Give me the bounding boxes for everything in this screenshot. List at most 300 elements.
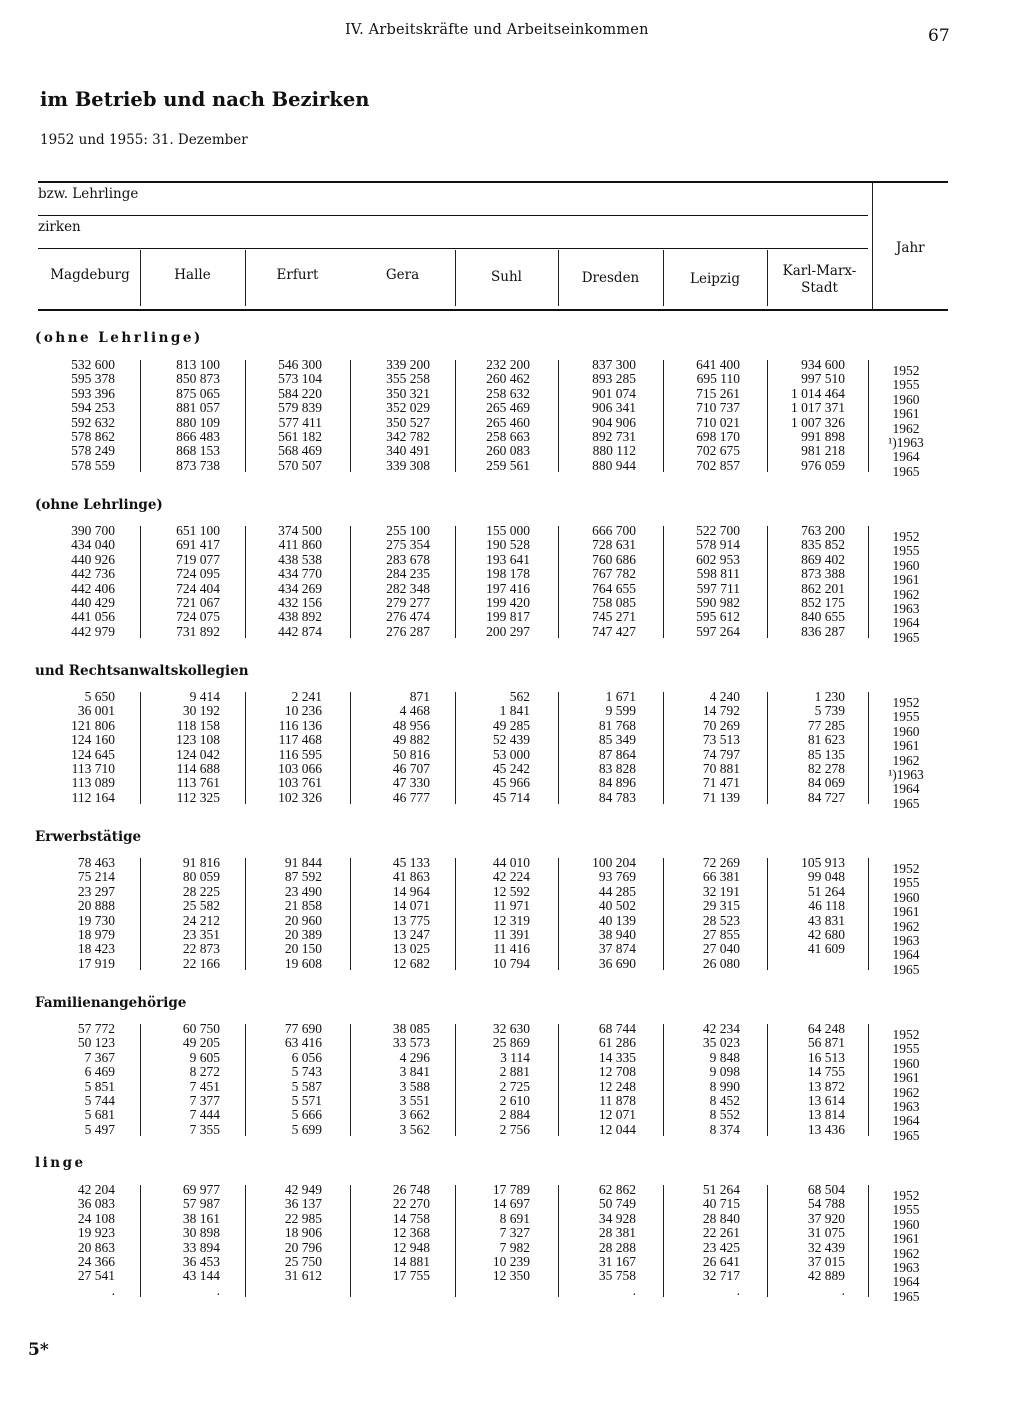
colhead-gera: Gera xyxy=(385,267,420,283)
data-column xyxy=(745,1022,845,1137)
table-cell: 5 587 xyxy=(291,1078,322,1094)
table-cell: 42 680 xyxy=(807,926,845,942)
column-separator xyxy=(140,692,141,804)
table-cell: 64 248 xyxy=(807,1021,845,1036)
data-column xyxy=(640,358,740,473)
table-cell: 598 811 xyxy=(696,566,740,582)
table-cell: 72 269 xyxy=(702,855,740,870)
column-separator xyxy=(558,1024,559,1136)
table-cell: 199 817 xyxy=(486,609,530,625)
table-cell: 767 782 xyxy=(592,566,636,582)
table-cell: 47 330 xyxy=(392,775,430,791)
column-separator xyxy=(868,360,869,472)
year-cell: 1964 xyxy=(892,781,920,797)
data-column xyxy=(120,1183,220,1298)
year-cell: 1960 xyxy=(892,1055,920,1071)
table-cell: 904 906 xyxy=(592,414,636,430)
column-separator xyxy=(140,526,141,638)
column-separator xyxy=(350,858,351,970)
table-cell: 11 971 xyxy=(493,898,530,914)
table-cell: 339 200 xyxy=(386,357,430,372)
header-bottom-rule xyxy=(38,309,948,311)
table-cell: 41 609 xyxy=(807,941,845,957)
table-cell: 18 979 xyxy=(77,926,115,942)
table-cell: 20 796 xyxy=(284,1239,322,1255)
table-cell: 68 744 xyxy=(598,1021,636,1036)
table-cell: 997 510 xyxy=(801,371,845,387)
column-separator xyxy=(663,1024,664,1136)
table-cell: 31 167 xyxy=(598,1253,636,1269)
table-cell: 46 777 xyxy=(392,789,430,805)
table-cell: 23 351 xyxy=(182,926,220,942)
table-cell: 11 878 xyxy=(599,1092,636,1108)
table-cell: 258 632 xyxy=(486,385,530,401)
table-cell: 10 236 xyxy=(284,703,322,719)
section-label: (ohne Lehrlinge) xyxy=(35,497,163,513)
year-cell: 1963 xyxy=(892,600,920,616)
table-cell: 282 348 xyxy=(386,580,430,596)
table-cell: 731 892 xyxy=(176,623,220,639)
table-cell: 13 614 xyxy=(807,1092,845,1108)
table-cell: 32 630 xyxy=(492,1021,530,1036)
table-cell: 24 212 xyxy=(182,912,220,928)
column-separator xyxy=(245,360,246,472)
table-cell: 37 015 xyxy=(807,1253,845,1269)
data-column xyxy=(745,1183,845,1298)
table-cell: 27 855 xyxy=(702,926,740,942)
year-column xyxy=(880,696,932,811)
data-column xyxy=(120,690,220,805)
table-cell: 193 641 xyxy=(486,551,530,567)
table-cell: 30 192 xyxy=(182,703,220,719)
table-cell: 28 225 xyxy=(182,883,220,899)
table-cell: 10 794 xyxy=(492,955,530,971)
section-label: Erwerbstätige xyxy=(35,829,142,845)
table-cell: 440 429 xyxy=(71,594,115,610)
table-cell: 124 160 xyxy=(71,732,115,748)
colhead-dresden: Dresden xyxy=(581,270,640,286)
table-cell: 5 744 xyxy=(84,1092,115,1108)
table-cell: . xyxy=(632,1282,636,1298)
column-separator xyxy=(767,858,768,970)
table-cell: 43 831 xyxy=(807,912,845,928)
colhead-magdeburg: Magdeburg xyxy=(50,267,130,283)
table-cell: 56 871 xyxy=(807,1035,845,1051)
table-cell: 7 444 xyxy=(189,1107,220,1123)
table-cell: 862 201 xyxy=(801,580,845,596)
table-cell: 71 471 xyxy=(702,775,740,791)
table-cell: 38 085 xyxy=(392,1021,430,1036)
data-column xyxy=(330,524,430,639)
table-cell: 155 000 xyxy=(486,523,530,538)
column-separator xyxy=(868,858,869,970)
table-cell: 595 378 xyxy=(71,371,115,387)
table-cell: 45 714 xyxy=(492,789,530,805)
table-cell: 60 750 xyxy=(182,1021,220,1036)
table-cell: 12 071 xyxy=(598,1107,636,1123)
table-cell: 84 783 xyxy=(598,789,636,805)
table-cell: 702 675 xyxy=(696,443,740,459)
data-column xyxy=(430,1183,530,1298)
table-cell: 20 888 xyxy=(77,898,115,914)
table-cell: 113 710 xyxy=(71,760,115,776)
table-cell: 100 204 xyxy=(592,855,636,870)
data-column xyxy=(120,524,220,639)
table-cell: 91 844 xyxy=(284,855,322,870)
table-cell: 255 100 xyxy=(386,523,430,538)
column-separator xyxy=(140,360,141,472)
table-cell: 350 527 xyxy=(386,414,430,430)
year-cell: 1961 xyxy=(892,738,920,754)
column-separator xyxy=(663,692,664,804)
table-cell: 22 873 xyxy=(182,941,220,957)
section-label: linge xyxy=(35,1155,86,1171)
table-cell: 121 806 xyxy=(71,717,115,733)
table-cell: 594 253 xyxy=(71,400,115,416)
table-cell: 103 761 xyxy=(278,775,322,791)
table-cell: . xyxy=(736,1282,740,1298)
table-cell: 279 277 xyxy=(386,594,430,610)
colhead-halle: Halle xyxy=(174,267,211,283)
year-cell: 1961 xyxy=(892,1231,920,1247)
table-cell: 44 285 xyxy=(598,883,636,899)
table-cell: 593 396 xyxy=(71,385,115,401)
table-cell: 74 797 xyxy=(702,746,740,762)
table-cell: 8 990 xyxy=(709,1078,740,1094)
table-cell: 50 749 xyxy=(598,1196,636,1212)
data-column xyxy=(536,856,636,971)
table-cell: 112 164 xyxy=(71,789,115,805)
colhead-sep xyxy=(663,250,664,306)
table-cell: 35 758 xyxy=(598,1268,636,1284)
table-cell: 87 592 xyxy=(284,869,322,885)
table-cell: 5 666 xyxy=(291,1107,322,1123)
table-cell: . xyxy=(111,1282,115,1298)
table-cell: 73 513 xyxy=(702,732,740,748)
data-column xyxy=(15,358,115,473)
table-cell: 36 001 xyxy=(77,703,115,719)
year-cell: 1964 xyxy=(892,615,920,631)
table-cell: 29 315 xyxy=(702,898,740,914)
table-cell: 873 388 xyxy=(801,566,845,582)
table-cell: 25 750 xyxy=(284,1253,322,1269)
table-cell: 578 559 xyxy=(71,457,115,473)
table-cell: 441 056 xyxy=(71,609,115,625)
table-cell: 12 682 xyxy=(392,955,430,971)
table-cell: 442 979 xyxy=(71,623,115,639)
column-separator xyxy=(350,1185,351,1297)
table-cell: 875 065 xyxy=(176,385,220,401)
column-separator xyxy=(558,692,559,804)
table-cell: 12 708 xyxy=(598,1064,636,1080)
column-separator xyxy=(350,360,351,472)
table-cell: 2 241 xyxy=(291,689,322,704)
table-cell: 42 234 xyxy=(702,1021,740,1036)
table-cell: 1 007 326 xyxy=(791,414,845,430)
table-cell: 5 743 xyxy=(291,1064,322,1080)
year-cell: 1952 xyxy=(892,1188,920,1203)
table-cell xyxy=(222,1284,322,1298)
section-label: Familienangehörige xyxy=(35,995,187,1011)
table-cell: 760 686 xyxy=(592,551,636,567)
table-cell: 840 655 xyxy=(801,609,845,625)
table-cell: 14 758 xyxy=(392,1210,430,1226)
table-cell: 19 730 xyxy=(77,912,115,928)
table-cell: 43 144 xyxy=(182,1268,220,1284)
table-cell: 85 349 xyxy=(598,732,636,748)
year-cell: 1965 xyxy=(892,629,920,645)
data-column xyxy=(640,524,740,639)
table-cell: 434 269 xyxy=(278,580,322,596)
table-cell: 2 610 xyxy=(499,1092,530,1108)
table-cell: 18 906 xyxy=(284,1225,322,1241)
data-column xyxy=(430,690,530,805)
table-cell: 83 828 xyxy=(598,760,636,776)
data-column xyxy=(536,1022,636,1137)
table-cell: 578 249 xyxy=(71,443,115,459)
data-column xyxy=(745,358,845,473)
data-column xyxy=(536,1183,636,1298)
table-cell: 8 272 xyxy=(189,1064,220,1080)
table-cell: 34 928 xyxy=(598,1210,636,1226)
table-cell: 19 608 xyxy=(284,955,322,971)
column-separator xyxy=(455,692,456,804)
table-cell: 641 400 xyxy=(696,357,740,372)
table-cell: 70 269 xyxy=(702,717,740,733)
table-cell: 352 029 xyxy=(386,400,430,416)
table-cell: 7 327 xyxy=(499,1225,530,1241)
column-separator xyxy=(663,1185,664,1297)
table-cell: 595 612 xyxy=(696,609,740,625)
table-cell: 2 884 xyxy=(499,1107,530,1123)
data-column xyxy=(430,856,530,971)
table-cell: 51 264 xyxy=(702,1182,740,1197)
data-column xyxy=(330,856,430,971)
table-cell: 124 645 xyxy=(71,746,115,762)
table-cell: 42 204 xyxy=(77,1182,115,1197)
table-cell: 124 042 xyxy=(176,746,220,762)
table-cell: 715 261 xyxy=(696,385,740,401)
year-column xyxy=(880,530,932,645)
table-cell: 61 286 xyxy=(598,1035,636,1051)
table-cell: 45 966 xyxy=(492,775,530,791)
table-cell: 49 882 xyxy=(392,732,430,748)
table-cell: 14 755 xyxy=(807,1064,845,1080)
table-cell: 49 205 xyxy=(182,1035,220,1051)
data-column xyxy=(222,524,322,639)
column-separator xyxy=(350,692,351,804)
table-cell: 24 108 xyxy=(77,1210,115,1226)
table-cell: 602 953 xyxy=(696,551,740,567)
table-cell: 84 896 xyxy=(598,775,636,791)
year-cell: 1962 xyxy=(892,752,920,768)
data-column xyxy=(330,690,430,805)
table-cell: 411 860 xyxy=(278,537,322,553)
table-cell: 35 023 xyxy=(702,1035,740,1051)
table-cell: 871 xyxy=(409,689,430,704)
year-cell: 1960 xyxy=(892,557,920,573)
table-cell: 868 153 xyxy=(176,443,220,459)
table-cell xyxy=(745,957,845,971)
table-cell: 17 919 xyxy=(77,955,115,971)
table-cell: . xyxy=(216,1282,220,1298)
table-cell: 66 381 xyxy=(702,869,740,885)
table-cell: 14 071 xyxy=(392,898,430,914)
table-cell: 27 541 xyxy=(77,1268,115,1284)
table-cell xyxy=(330,1284,430,1298)
table-cell: 590 982 xyxy=(696,594,740,610)
table-cell: 19 923 xyxy=(77,1225,115,1241)
column-separator xyxy=(455,526,456,638)
table-cell: 49 285 xyxy=(492,717,530,733)
year-cell: 1965 xyxy=(892,1127,920,1143)
year-cell: 1965 xyxy=(892,961,920,977)
table-cell: 570 507 xyxy=(278,457,322,473)
table-cell: 5 851 xyxy=(84,1078,115,1094)
table-cell: 7 451 xyxy=(189,1078,220,1094)
table-cell: 3 588 xyxy=(399,1078,430,1094)
jahr-separator xyxy=(872,183,873,309)
table-cell: 873 738 xyxy=(176,457,220,473)
table-cell: 721 067 xyxy=(176,594,220,610)
colhead-sep xyxy=(245,250,246,306)
year-cell: ¹)1963 xyxy=(888,766,924,782)
header-jahr: Jahr xyxy=(896,240,925,256)
column-separator xyxy=(245,1185,246,1297)
table-cell: 5 571 xyxy=(291,1092,322,1108)
table-cell: 2 881 xyxy=(499,1064,530,1080)
table-cell: 23 297 xyxy=(77,883,115,899)
table-cell: 13 814 xyxy=(807,1107,845,1123)
table-cell: 87 864 xyxy=(598,746,636,762)
table-cell: 32 191 xyxy=(702,883,740,899)
table-cell: 724 075 xyxy=(176,609,220,625)
table-cell: 91 816 xyxy=(182,855,220,870)
table-cell: 36 453 xyxy=(182,1253,220,1269)
table-cell: 118 158 xyxy=(176,717,220,733)
table-cell: 78 463 xyxy=(77,855,115,870)
table-cell: 113 761 xyxy=(176,775,220,791)
year-column xyxy=(880,1028,932,1143)
table-cell: 22 270 xyxy=(392,1196,430,1212)
table-cell: 7 355 xyxy=(189,1121,220,1137)
table-cell: 77 690 xyxy=(284,1021,322,1036)
table-cell: 10 239 xyxy=(492,1253,530,1269)
table-cell: 13 872 xyxy=(807,1078,845,1094)
table-cell: 23 425 xyxy=(702,1239,740,1255)
table-cell: 2 725 xyxy=(499,1078,530,1094)
table-cell: 880 109 xyxy=(176,414,220,430)
table-cell: 1 014 464 xyxy=(791,385,845,401)
page-subtitle: 1952 und 1955: 31. Dezember xyxy=(40,132,248,148)
table-cell: 275 354 xyxy=(386,537,430,553)
table-cell: 38 940 xyxy=(598,926,636,942)
table-cell: 562 xyxy=(509,689,530,704)
table-cell: 57 772 xyxy=(77,1021,115,1036)
table-cell: 573 104 xyxy=(278,371,322,387)
table-cell: 57 987 xyxy=(182,1196,220,1212)
table-cell: 4 240 xyxy=(709,689,740,704)
table-cell: 102 326 xyxy=(278,789,322,805)
table-cell: 442 874 xyxy=(278,623,322,639)
table-cell: 934 600 xyxy=(801,357,845,372)
table-cell: 40 502 xyxy=(598,898,636,914)
data-column xyxy=(430,524,530,639)
table-cell: 200 297 xyxy=(486,623,530,639)
table-cell: 123 108 xyxy=(176,732,220,748)
table-cell: 48 956 xyxy=(392,717,430,733)
data-column xyxy=(15,1183,115,1298)
table-cell: 390 700 xyxy=(71,523,115,538)
table-cell: 4 296 xyxy=(399,1049,430,1065)
data-column xyxy=(536,358,636,473)
table-cell: 561 182 xyxy=(278,428,322,444)
colhead-leipzig: Leipzig xyxy=(690,271,740,287)
table-cell: 14 335 xyxy=(598,1049,636,1065)
column-separator xyxy=(767,360,768,472)
data-column xyxy=(120,358,220,473)
table-cell: 276 474 xyxy=(386,609,430,625)
table-cell: 592 632 xyxy=(71,414,115,430)
table-cell: 12 948 xyxy=(392,1239,430,1255)
table-cell: 881 057 xyxy=(176,400,220,416)
table-cell: 3 562 xyxy=(399,1121,430,1137)
table-cell: 33 894 xyxy=(182,1239,220,1255)
table-cell: 20 150 xyxy=(284,941,322,957)
year-cell: 1965 xyxy=(892,1288,920,1304)
table-cell: 54 788 xyxy=(807,1196,845,1212)
colhead-erfurt: Erfurt xyxy=(276,267,319,283)
data-column xyxy=(15,690,115,805)
table-cell: 42 889 xyxy=(807,1268,845,1284)
column-separator xyxy=(663,360,664,472)
year-cell: 1960 xyxy=(892,1216,920,1232)
data-column xyxy=(15,524,115,639)
table-cell: 82 278 xyxy=(807,760,845,776)
table-cell: 1 841 xyxy=(499,703,530,719)
table-cell: 75 214 xyxy=(77,869,115,885)
table-cell: 259 561 xyxy=(486,457,530,473)
data-column xyxy=(745,524,845,639)
table-cell: 339 308 xyxy=(386,457,430,473)
table-cell: 62 862 xyxy=(598,1182,636,1197)
colhead-sep xyxy=(767,250,768,306)
table-cell: 7 377 xyxy=(189,1092,220,1108)
table-cell: 719 077 xyxy=(176,551,220,567)
table-cell: 14 792 xyxy=(702,703,740,719)
year-cell: 1963 xyxy=(892,932,920,948)
table-cell: 438 892 xyxy=(278,609,322,625)
data-column xyxy=(330,1183,430,1298)
table-cell: 3 551 xyxy=(399,1092,430,1108)
table-cell: 198 178 xyxy=(486,566,530,582)
column-separator xyxy=(455,360,456,472)
table-cell: 350 321 xyxy=(386,385,430,401)
table-cell: 84 727 xyxy=(807,789,845,805)
data-column xyxy=(745,856,845,971)
column-separator xyxy=(455,1024,456,1136)
data-column xyxy=(222,856,322,971)
year-cell: 1965 xyxy=(892,795,920,811)
table-cell: 4 468 xyxy=(399,703,430,719)
table-cell: 20 863 xyxy=(77,1239,115,1255)
table-cell: 13 025 xyxy=(392,941,430,957)
table-cell: 434 040 xyxy=(71,537,115,553)
table-cell: 3 662 xyxy=(399,1107,430,1123)
column-separator xyxy=(868,1185,869,1297)
table-cell: 5 699 xyxy=(291,1121,322,1137)
table-cell: 440 926 xyxy=(71,551,115,567)
